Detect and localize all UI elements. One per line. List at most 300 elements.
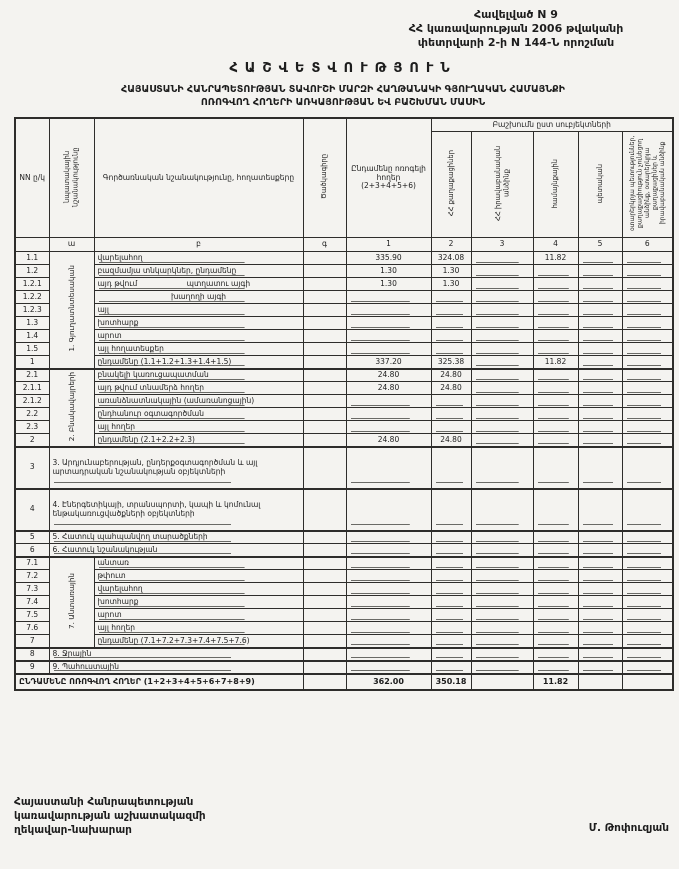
code-cell — [303, 356, 346, 369]
row-num-cell: 1.1 — [15, 252, 49, 265]
value-cell-col3 — [471, 674, 533, 690]
value-cell-col1 — [346, 330, 431, 343]
value-cell-col3 — [471, 635, 533, 648]
table-row — [15, 304, 673, 317]
row-label-cell: 6. Հատուկ նշանակության — [49, 544, 303, 557]
row-label-cell: ԸՆԴԱՄԵՆԸ ՈՌՈԳՎՈՂ ՀՈՂԵՐ (1+2+3+4+5+6+7+8+9) — [15, 674, 303, 690]
value-cell-col5 — [578, 674, 622, 690]
value-cell-col1: 1.30 — [346, 265, 431, 278]
value-cell-col5 — [578, 622, 622, 635]
signatory-line2: կառավարության աշխատակազմի — [14, 810, 206, 823]
value-cell-col2 — [431, 635, 471, 648]
table-row — [15, 252, 673, 265]
value-cell-col6 — [622, 557, 673, 570]
value-cell-col1: 24.80 — [346, 382, 431, 395]
value-cell-col5 — [578, 304, 622, 317]
row-label-cell: ընդամենը (2.1+2.2+2.3) — [94, 434, 303, 447]
value-cell-col4 — [533, 343, 578, 356]
value-cell-col3 — [471, 531, 533, 544]
value-cell-col3 — [471, 265, 533, 278]
column-index-cell: 1 — [346, 238, 431, 252]
value-cell-col2 — [431, 343, 471, 356]
table-row — [15, 421, 673, 434]
row-num-cell: 5 — [15, 531, 49, 544]
value-cell-col4 — [533, 265, 578, 278]
value-cell-col6 — [622, 661, 673, 674]
value-cell-col6 — [622, 252, 673, 265]
value-cell-col2 — [431, 291, 471, 304]
value-cell-col5 — [578, 252, 622, 265]
group-label-cell: 2. Բնակավայրերի — [49, 369, 94, 447]
table-row — [15, 661, 673, 674]
code-cell — [303, 557, 346, 570]
value-cell-col1 — [346, 304, 431, 317]
value-cell-col3 — [471, 544, 533, 557]
value-cell-col1 — [346, 596, 431, 609]
value-cell-col2 — [431, 570, 471, 583]
column-index-cell: ա — [49, 238, 94, 252]
appendix-line1: Հավելված N 9 — [474, 8, 558, 21]
table-row — [15, 570, 673, 583]
value-cell-col6 — [622, 330, 673, 343]
col-header-code: Ծածկագիրը — [303, 118, 346, 238]
row-label-cell: արոտ — [94, 330, 303, 343]
value-cell-col6 — [622, 317, 673, 330]
row-label-cell: վարելահող — [94, 252, 303, 265]
value-cell-col2 — [431, 544, 471, 557]
row-num-cell: 1.2.1 — [15, 278, 49, 291]
row-num-cell: 8 — [15, 648, 49, 661]
value-cell-col3 — [471, 252, 533, 265]
value-cell-col3 — [471, 291, 533, 304]
value-cell-col4 — [533, 583, 578, 596]
row-label-cell: խաղողի այգի — [94, 291, 303, 304]
value-cell-col4 — [533, 382, 578, 395]
code-cell — [303, 489, 346, 531]
code-cell — [303, 304, 346, 317]
value-cell-col3 — [471, 382, 533, 395]
code-cell — [303, 421, 346, 434]
table-row — [15, 489, 673, 531]
value-cell-col2 — [431, 489, 471, 531]
column-index-row — [15, 238, 673, 252]
code-cell — [303, 635, 346, 648]
value-cell-col1: 24.80 — [346, 434, 431, 447]
code-cell — [303, 278, 346, 291]
column-index-cell: 2 — [431, 238, 471, 252]
value-cell-col1 — [346, 570, 431, 583]
row-num-cell: 6 — [15, 544, 49, 557]
row-num-cell: 9 — [15, 661, 49, 674]
table-row — [15, 317, 673, 330]
value-cell-col4 — [533, 304, 578, 317]
page-title: ՀԱՇՎԵՏՎՈՒԹՅՈՒՆ — [229, 61, 457, 77]
value-cell-col5 — [578, 434, 622, 447]
col-header-community: համայնքային — [533, 132, 578, 238]
value-cell-col6 — [622, 408, 673, 421]
value-cell-col4 — [533, 557, 578, 570]
value-cell-col2 — [431, 330, 471, 343]
code-cell — [303, 252, 346, 265]
value-cell-col3 — [471, 434, 533, 447]
value-cell-col4: 11.82 — [533, 356, 578, 369]
row-label-cell: թփուտ — [94, 570, 303, 583]
value-cell-col3 — [471, 317, 533, 330]
value-cell-col5 — [578, 531, 622, 544]
value-cell-col3 — [471, 648, 533, 661]
value-cell-col2 — [431, 304, 471, 317]
value-cell-col1 — [346, 635, 431, 648]
row-num-cell: 2 — [15, 434, 49, 447]
value-cell-col4 — [533, 596, 578, 609]
value-cell-col3 — [471, 557, 533, 570]
value-cell-col4: 11.82 — [533, 252, 578, 265]
value-cell-col6 — [622, 489, 673, 531]
table-row — [15, 343, 673, 356]
row-label-cell: 4. Էներգետիկայի, տրանսպորտի, կապի և կոմունալ ենթակառուցվածքների օբյեկտների — [49, 489, 303, 531]
value-cell-col6 — [622, 304, 673, 317]
table-row — [15, 382, 673, 395]
value-cell-col3 — [471, 583, 533, 596]
table-row — [15, 531, 673, 544]
value-cell-col1: 1.30 — [346, 278, 431, 291]
value-cell-col4 — [533, 395, 578, 408]
value-cell-col4 — [533, 661, 578, 674]
value-cell-col4 — [533, 369, 578, 382]
value-cell-col4 — [533, 447, 578, 489]
value-cell-col5 — [578, 570, 622, 583]
table-row — [15, 330, 673, 343]
value-cell-col1: 24.80 — [346, 369, 431, 382]
appendix-line3: փետրվարի 2-ի N 144-Ն որոշման — [417, 35, 615, 49]
value-cell-col3 — [471, 330, 533, 343]
value-cell-col4 — [533, 531, 578, 544]
row-label-cell: բազմամյա տնկարկներ, ընդամենը — [94, 265, 303, 278]
code-cell — [303, 395, 346, 408]
value-cell-col3 — [471, 395, 533, 408]
signatory-title — [14, 795, 206, 838]
value-cell-col1 — [346, 291, 431, 304]
value-cell-col6 — [622, 278, 673, 291]
column-index-cell: 3 — [471, 238, 533, 252]
value-cell-col4 — [533, 648, 578, 661]
value-cell-col6 — [622, 635, 673, 648]
code-cell — [303, 317, 346, 330]
value-cell-col3 — [471, 609, 533, 622]
code-cell — [303, 570, 346, 583]
row-num-cell: 2.1.2 — [15, 395, 49, 408]
value-cell-col6 — [622, 531, 673, 544]
value-cell-col6 — [622, 648, 673, 661]
row-label-cell: արոտ — [94, 609, 303, 622]
signatory-line3: ղեկավար-նախարար — [14, 824, 132, 837]
code-cell — [303, 596, 346, 609]
value-cell-col1 — [346, 648, 431, 661]
value-cell-col2: 24.80 — [431, 434, 471, 447]
value-cell-col4 — [533, 635, 578, 648]
row-num-cell: 2.3 — [15, 421, 49, 434]
row-num-cell: 7.1 — [15, 557, 49, 570]
value-cell-col1 — [346, 557, 431, 570]
value-cell-col3 — [471, 570, 533, 583]
signatory-name: Մ. Թոփուզյան — [588, 822, 669, 835]
value-cell-col6 — [622, 369, 673, 382]
value-cell-col3 — [471, 343, 533, 356]
row-num-cell: 2.2 — [15, 408, 49, 421]
row-num-cell: 1.3 — [15, 317, 49, 330]
col-header-legal-entities: ՀՀ իրավաբանական անձինք — [471, 132, 533, 238]
col-header-distribution-group: Բաշխումն ըստ սուբյեկտների — [431, 118, 673, 132]
table-row — [15, 674, 673, 690]
value-cell-col6 — [622, 265, 673, 278]
value-cell-col4 — [533, 408, 578, 421]
value-cell-col5 — [578, 447, 622, 489]
table-row — [15, 395, 673, 408]
code-cell — [303, 330, 346, 343]
value-cell-col5 — [578, 544, 622, 557]
col-header-nn: NN ը/կ — [15, 118, 49, 238]
value-cell-col4 — [533, 622, 578, 635]
value-cell-col2: 1.30 — [431, 278, 471, 291]
value-cell-col4 — [533, 278, 578, 291]
signatory-line1: Հայաստանի Հանրապետության — [14, 796, 194, 808]
row-num-cell: 7.4 — [15, 596, 49, 609]
value-cell-col6 — [622, 447, 673, 489]
row-label-cell: 5. Հատուկ պահպանվող տարածքների — [49, 531, 303, 544]
code-cell — [303, 531, 346, 544]
table-row — [15, 596, 673, 609]
row-num-cell: 2.1.1 — [15, 382, 49, 395]
code-cell — [303, 382, 346, 395]
value-cell-col1: 362.00 — [346, 674, 431, 690]
value-cell-col5 — [578, 356, 622, 369]
value-cell-col6 — [622, 343, 673, 356]
code-cell — [303, 369, 346, 382]
value-cell-col2: 324.08 — [431, 252, 471, 265]
value-cell-col4 — [533, 609, 578, 622]
column-index-cell: բ — [94, 238, 303, 252]
value-cell-col5 — [578, 369, 622, 382]
row-label-cell: առանձնատնակային (ամառանոցային) — [94, 395, 303, 408]
column-index-cell: գ — [303, 238, 346, 252]
table-row — [15, 635, 673, 648]
row-num-cell: 2.1 — [15, 369, 49, 382]
value-cell-col5 — [578, 635, 622, 648]
value-cell-col2 — [431, 661, 471, 674]
code-cell — [303, 544, 346, 557]
value-cell-col6 — [622, 622, 673, 635]
value-cell-col5 — [578, 395, 622, 408]
header-row-1 — [15, 118, 673, 132]
value-cell-col6 — [622, 291, 673, 304]
row-label-cell: 9. Պահուստային — [49, 661, 303, 674]
value-cell-col4 — [533, 434, 578, 447]
table-row — [15, 583, 673, 596]
value-cell-col2: 1.30 — [431, 265, 471, 278]
value-cell-col4 — [533, 421, 578, 434]
value-cell-col1 — [346, 583, 431, 596]
signature-block — [14, 795, 669, 838]
col-header-foreign: օտարերկրյա պետություններ, քաղաքացիություն չունեցող անձինք, օտարերկրյա քաղաքացիներ և իրավաբանական անձինք — [622, 132, 673, 238]
value-cell-col2: 325.38 — [431, 356, 471, 369]
row-num-cell: 7.5 — [15, 609, 49, 622]
table-row — [15, 265, 673, 278]
code-cell — [303, 661, 346, 674]
page-subtitle — [14, 84, 672, 109]
value-cell-col3 — [471, 304, 533, 317]
value-cell-col2: 350.18 — [431, 674, 471, 690]
value-cell-col6 — [622, 596, 673, 609]
value-cell-col5 — [578, 609, 622, 622]
appendix-header — [366, 8, 666, 49]
table-row — [15, 622, 673, 635]
row-num-cell: 3 — [15, 447, 49, 489]
value-cell-col5 — [578, 330, 622, 343]
code-cell — [303, 291, 346, 304]
value-cell-col1 — [346, 622, 431, 635]
value-cell-col2 — [431, 447, 471, 489]
row-num-cell: 1.2 — [15, 265, 49, 278]
value-cell-col2: 24.80 — [431, 382, 471, 395]
value-cell-col5 — [578, 648, 622, 661]
value-cell-col6 — [622, 570, 673, 583]
row-label-cell: ընդամենը (1.1+1.2+1.3+1.4+1.5) — [94, 356, 303, 369]
row-num-cell: 1.2.3 — [15, 304, 49, 317]
value-cell-col4 — [533, 291, 578, 304]
table-row — [15, 278, 673, 291]
value-cell-col2 — [431, 609, 471, 622]
row-label-cell: ընդամենը (7.1+7.2+7.3+7.4+7.5+7.6) — [94, 635, 303, 648]
row-label-cell: այլ — [94, 304, 303, 317]
value-cell-col5 — [578, 557, 622, 570]
col-header-designation: նպատակային նշանակությունը — [49, 118, 94, 238]
value-cell-col1: 337.20 — [346, 356, 431, 369]
value-cell-col6 — [622, 674, 673, 690]
col-header-landtype: Գործառնական նշանակությունը, հողատեսքերը — [94, 118, 303, 238]
column-index-cell: 4 — [533, 238, 578, 252]
code-cell — [303, 648, 346, 661]
value-cell-col5 — [578, 382, 622, 395]
value-cell-col2 — [431, 395, 471, 408]
value-cell-col3 — [471, 661, 533, 674]
value-cell-col1 — [346, 408, 431, 421]
value-cell-col6 — [622, 395, 673, 408]
row-label-cell: անտառ — [94, 557, 303, 570]
row-num-cell: 7 — [15, 635, 49, 648]
value-cell-col3 — [471, 421, 533, 434]
value-cell-col5 — [578, 317, 622, 330]
value-cell-col5 — [578, 489, 622, 531]
value-cell-col6 — [622, 544, 673, 557]
value-cell-col5 — [578, 343, 622, 356]
table-row — [15, 609, 673, 622]
value-cell-col2 — [431, 557, 471, 570]
row-num-cell: 7.6 — [15, 622, 49, 635]
value-cell-col2 — [431, 583, 471, 596]
value-cell-col1 — [346, 343, 431, 356]
table-row — [15, 369, 673, 382]
value-cell-col5 — [578, 408, 622, 421]
value-cell-col4: 11.82 — [533, 674, 578, 690]
value-cell-col1 — [346, 609, 431, 622]
value-cell-col3 — [471, 596, 533, 609]
value-cell-col4 — [533, 570, 578, 583]
column-index-cell: 6 — [622, 238, 673, 252]
code-cell — [303, 447, 346, 489]
value-cell-col3 — [471, 408, 533, 421]
value-cell-col2 — [431, 408, 471, 421]
column-index-cell: 5 — [578, 238, 622, 252]
row-label-cell: 8. Ջրային — [49, 648, 303, 661]
value-cell-col4 — [533, 317, 578, 330]
value-cell-col2 — [431, 531, 471, 544]
row-label-cell: վարելահող — [94, 583, 303, 596]
value-cell-col4 — [533, 330, 578, 343]
row-label-cell: այդ թվում տնամերձ հողեր — [94, 382, 303, 395]
value-cell-col2 — [431, 596, 471, 609]
code-cell — [303, 434, 346, 447]
table-row — [15, 648, 673, 661]
row-num-cell: 4 — [15, 489, 49, 531]
value-cell-col1 — [346, 317, 431, 330]
row-num-cell: 7.3 — [15, 583, 49, 596]
row-label-cell: այլ հողեր — [94, 622, 303, 635]
table-row — [15, 434, 673, 447]
table-row — [15, 447, 673, 489]
value-cell-col1 — [346, 421, 431, 434]
report-table — [14, 117, 674, 691]
value-cell-col1 — [346, 531, 431, 544]
value-cell-col2 — [431, 317, 471, 330]
col-header-state: պետական — [578, 132, 622, 238]
value-cell-col3 — [471, 447, 533, 489]
value-cell-col6 — [622, 382, 673, 395]
subtitle-line1: ՀԱՅԱՍՏԱՆԻ ՀԱՆՐԱՊԵՏՈՒԹՅԱՆ ՏԱՎՈՒՇԻ ՄԱՐԶԻ ՀԱՂԹԱՆԱԿԻ ԳՅՈՒՂԱԿԱՆ ՀԱՄԱՅՆՔԻ — [121, 84, 565, 96]
row-num-cell: 7.2 — [15, 570, 49, 583]
value-cell-col6 — [622, 356, 673, 369]
col-header-total-irrigated: Ընդամենը ոռոգելի հողեր (2+3+4+5+6) — [346, 118, 431, 238]
value-cell-col5 — [578, 583, 622, 596]
value-cell-col1 — [346, 661, 431, 674]
value-cell-col1 — [346, 489, 431, 531]
row-label-cell: խոտհարք — [94, 317, 303, 330]
value-cell-col2 — [431, 648, 471, 661]
row-num-cell: 1.2.2 — [15, 291, 49, 304]
col-header-citizens: ՀՀ քաղաքացիներ — [431, 132, 471, 238]
table-row — [15, 408, 673, 421]
value-cell-col3 — [471, 278, 533, 291]
code-cell — [303, 609, 346, 622]
value-cell-col2: 24.80 — [431, 369, 471, 382]
appendix-line2: ՀՀ կառավարության 2006 թվականի — [408, 21, 624, 35]
table-row — [15, 291, 673, 304]
row-num-cell: 1.4 — [15, 330, 49, 343]
code-cell — [303, 583, 346, 596]
value-cell-col3 — [471, 356, 533, 369]
row-label-cell: այլ հողատեսքեր — [94, 343, 303, 356]
row-label-cell: 3. Արդյունաբերության, ընդերքօգտագործման և այլ արտադրական նշանակության օբյեկտների — [49, 447, 303, 489]
table-row — [15, 356, 673, 369]
group-label-cell: 1. Գյուղատնտեսական — [49, 252, 94, 369]
table-row — [15, 544, 673, 557]
group-label-cell: 7. Անտառային — [49, 557, 94, 648]
value-cell-col1 — [346, 544, 431, 557]
column-index-cell — [15, 238, 49, 252]
row-label-cell: բնակելի կառուցապատման — [94, 369, 303, 382]
row-label-cell: ընդհանուր օգտագործման — [94, 408, 303, 421]
code-cell — [303, 343, 346, 356]
value-cell-col6 — [622, 609, 673, 622]
